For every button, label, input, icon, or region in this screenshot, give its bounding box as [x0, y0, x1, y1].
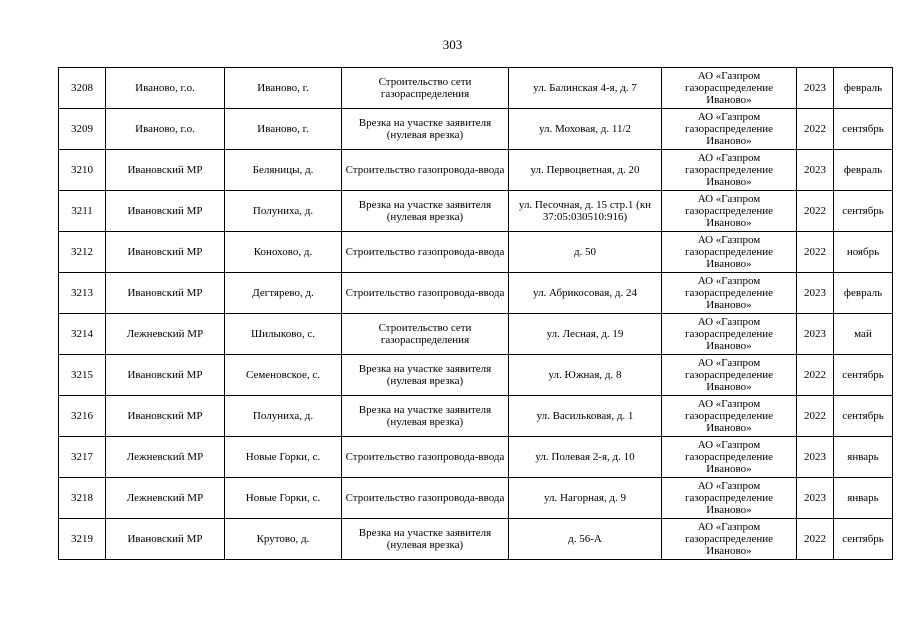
- cell-district: Ивановский МР: [106, 232, 225, 273]
- cell-work-type: Строительство газопровода-ввода: [342, 437, 509, 478]
- page-number: 303: [442, 37, 463, 52]
- cell-work-type: Строительство газопровода-ввода: [342, 232, 509, 273]
- cell-address: д. 56-А: [509, 519, 662, 560]
- cell-organization: АО «Газпром газораспределение Иваново»: [662, 478, 797, 519]
- cell-month: сентябрь: [834, 191, 893, 232]
- cell-district: Ивановский МР: [106, 150, 225, 191]
- cell-month: сентябрь: [834, 519, 893, 560]
- cell-year: 2023: [797, 150, 834, 191]
- cell-district: Ивановский МР: [106, 396, 225, 437]
- cell-address: ул. Нагорная, д. 9: [509, 478, 662, 519]
- cell-year: 2023: [797, 478, 834, 519]
- cell-number: 3210: [59, 150, 106, 191]
- table-row: [59, 519, 893, 560]
- gas-connection-table: [58, 67, 893, 560]
- cell-district: Лежневский МР: [106, 478, 225, 519]
- cell-month: январь: [834, 437, 893, 478]
- table-row: [59, 109, 893, 150]
- cell-year: 2023: [797, 273, 834, 314]
- cell-work-type: Строительство газопровода-ввода: [342, 478, 509, 519]
- cell-month: февраль: [834, 68, 893, 109]
- cell-month: май: [834, 314, 893, 355]
- cell-organization: АО «Газпром газораспределение Иваново»: [662, 396, 797, 437]
- cell-organization: АО «Газпром газораспределение Иваново»: [662, 68, 797, 109]
- cell-month: ноябрь: [834, 232, 893, 273]
- cell-organization: АО «Газпром газораспределение Иваново»: [662, 519, 797, 560]
- cell-work-type: Врезка на участке заявителя (нулевая врезка): [342, 519, 509, 560]
- cell-organization: АО «Газпром газораспределение Иваново»: [662, 150, 797, 191]
- cell-number: 3217: [59, 437, 106, 478]
- cell-year: 2022: [797, 355, 834, 396]
- table-row: [59, 478, 893, 519]
- cell-year: 2022: [797, 519, 834, 560]
- cell-year: 2022: [797, 109, 834, 150]
- table-row: [59, 191, 893, 232]
- cell-work-type: Врезка на участке заявителя (нулевая врезка): [342, 396, 509, 437]
- cell-address: ул. Полевая 2-я, д. 10: [509, 437, 662, 478]
- cell-locality: Дегтярево, д.: [225, 273, 342, 314]
- cell-district: Лежневский МР: [106, 437, 225, 478]
- cell-work-type: Врезка на участке заявителя (нулевая врезка): [342, 191, 509, 232]
- table-row: [59, 437, 893, 478]
- cell-address: ул. Балинская 4-я, д. 7: [509, 68, 662, 109]
- cell-locality: Новые Горки, с.: [225, 478, 342, 519]
- cell-month: сентябрь: [834, 396, 893, 437]
- cell-locality: Конохово, д.: [225, 232, 342, 273]
- cell-number: 3214: [59, 314, 106, 355]
- cell-year: 2022: [797, 396, 834, 437]
- table-row: [59, 355, 893, 396]
- cell-address: ул. Первоцветная, д. 20: [509, 150, 662, 191]
- cell-address: ул. Песочная, д. 15 стр.1 (кн 37:05:030510:916): [509, 191, 662, 232]
- cell-locality: Новые Горки, с.: [225, 437, 342, 478]
- cell-number: 3216: [59, 396, 106, 437]
- cell-work-type: Строительство газопровода-ввода: [342, 150, 509, 191]
- cell-year: 2023: [797, 68, 834, 109]
- cell-number: 3212: [59, 232, 106, 273]
- cell-number: 3209: [59, 109, 106, 150]
- cell-work-type: Врезка на участке заявителя (нулевая врезка): [342, 355, 509, 396]
- cell-work-type: Строительство газопровода-ввода: [342, 273, 509, 314]
- cell-month: февраль: [834, 150, 893, 191]
- cell-address: ул. Васильковая, д. 1: [509, 396, 662, 437]
- cell-number: 3218: [59, 478, 106, 519]
- cell-district: Лежневский МР: [106, 314, 225, 355]
- table-row: [59, 314, 893, 355]
- cell-district: Ивановский МР: [106, 355, 225, 396]
- cell-locality: Беляницы, д.: [225, 150, 342, 191]
- cell-locality: Крутово, д.: [225, 519, 342, 560]
- cell-organization: АО «Газпром газораспределение Иваново»: [662, 437, 797, 478]
- cell-locality: Семеновское, с.: [225, 355, 342, 396]
- cell-month: январь: [834, 478, 893, 519]
- table-row: [59, 68, 893, 109]
- cell-year: 2022: [797, 232, 834, 273]
- cell-district: Иваново, г.о.: [106, 68, 225, 109]
- cell-address: ул. Южная, д. 8: [509, 355, 662, 396]
- cell-work-type: Врезка на участке заявителя (нулевая врезка): [342, 109, 509, 150]
- cell-number: 3211: [59, 191, 106, 232]
- cell-number: 3219: [59, 519, 106, 560]
- cell-month: сентябрь: [834, 109, 893, 150]
- cell-district: Ивановский МР: [106, 273, 225, 314]
- cell-address: ул. Лесная, д. 19: [509, 314, 662, 355]
- cell-district: Ивановский МР: [106, 519, 225, 560]
- cell-organization: АО «Газпром газораспределение Иваново»: [662, 314, 797, 355]
- table-row: [59, 232, 893, 273]
- cell-number: 3213: [59, 273, 106, 314]
- cell-organization: АО «Газпром газораспределение Иваново»: [662, 232, 797, 273]
- cell-organization: АО «Газпром газораспределение Иваново»: [662, 355, 797, 396]
- cell-organization: АО «Газпром газораспределение Иваново»: [662, 191, 797, 232]
- table-row: [59, 396, 893, 437]
- cell-work-type: Строительство сети газораспределения: [342, 314, 509, 355]
- cell-district: Иваново, г.о.: [106, 109, 225, 150]
- cell-month: сентябрь: [834, 355, 893, 396]
- cell-organization: АО «Газпром газораспределение Иваново»: [662, 273, 797, 314]
- cell-locality: Полуниха, д.: [225, 396, 342, 437]
- cell-district: Ивановский МР: [106, 191, 225, 232]
- cell-locality: Иваново, г.: [225, 68, 342, 109]
- cell-address: ул. Абрикосовая, д. 24: [509, 273, 662, 314]
- table-row: [59, 273, 893, 314]
- cell-month: февраль: [834, 273, 893, 314]
- cell-number: 3215: [59, 355, 106, 396]
- cell-address: ул. Моховая, д. 11/2: [509, 109, 662, 150]
- cell-organization: АО «Газпром газораспределение Иваново»: [662, 109, 797, 150]
- cell-year: 2023: [797, 314, 834, 355]
- cell-year: 2022: [797, 191, 834, 232]
- cell-work-type: Строительство сети газораспределения: [342, 68, 509, 109]
- table-row: [59, 150, 893, 191]
- cell-locality: Шилыково, с.: [225, 314, 342, 355]
- cell-number: 3208: [59, 68, 106, 109]
- cell-locality: Полуниха, д.: [225, 191, 342, 232]
- cell-locality: Иваново, г.: [225, 109, 342, 150]
- cell-address: д. 50: [509, 232, 662, 273]
- cell-year: 2023: [797, 437, 834, 478]
